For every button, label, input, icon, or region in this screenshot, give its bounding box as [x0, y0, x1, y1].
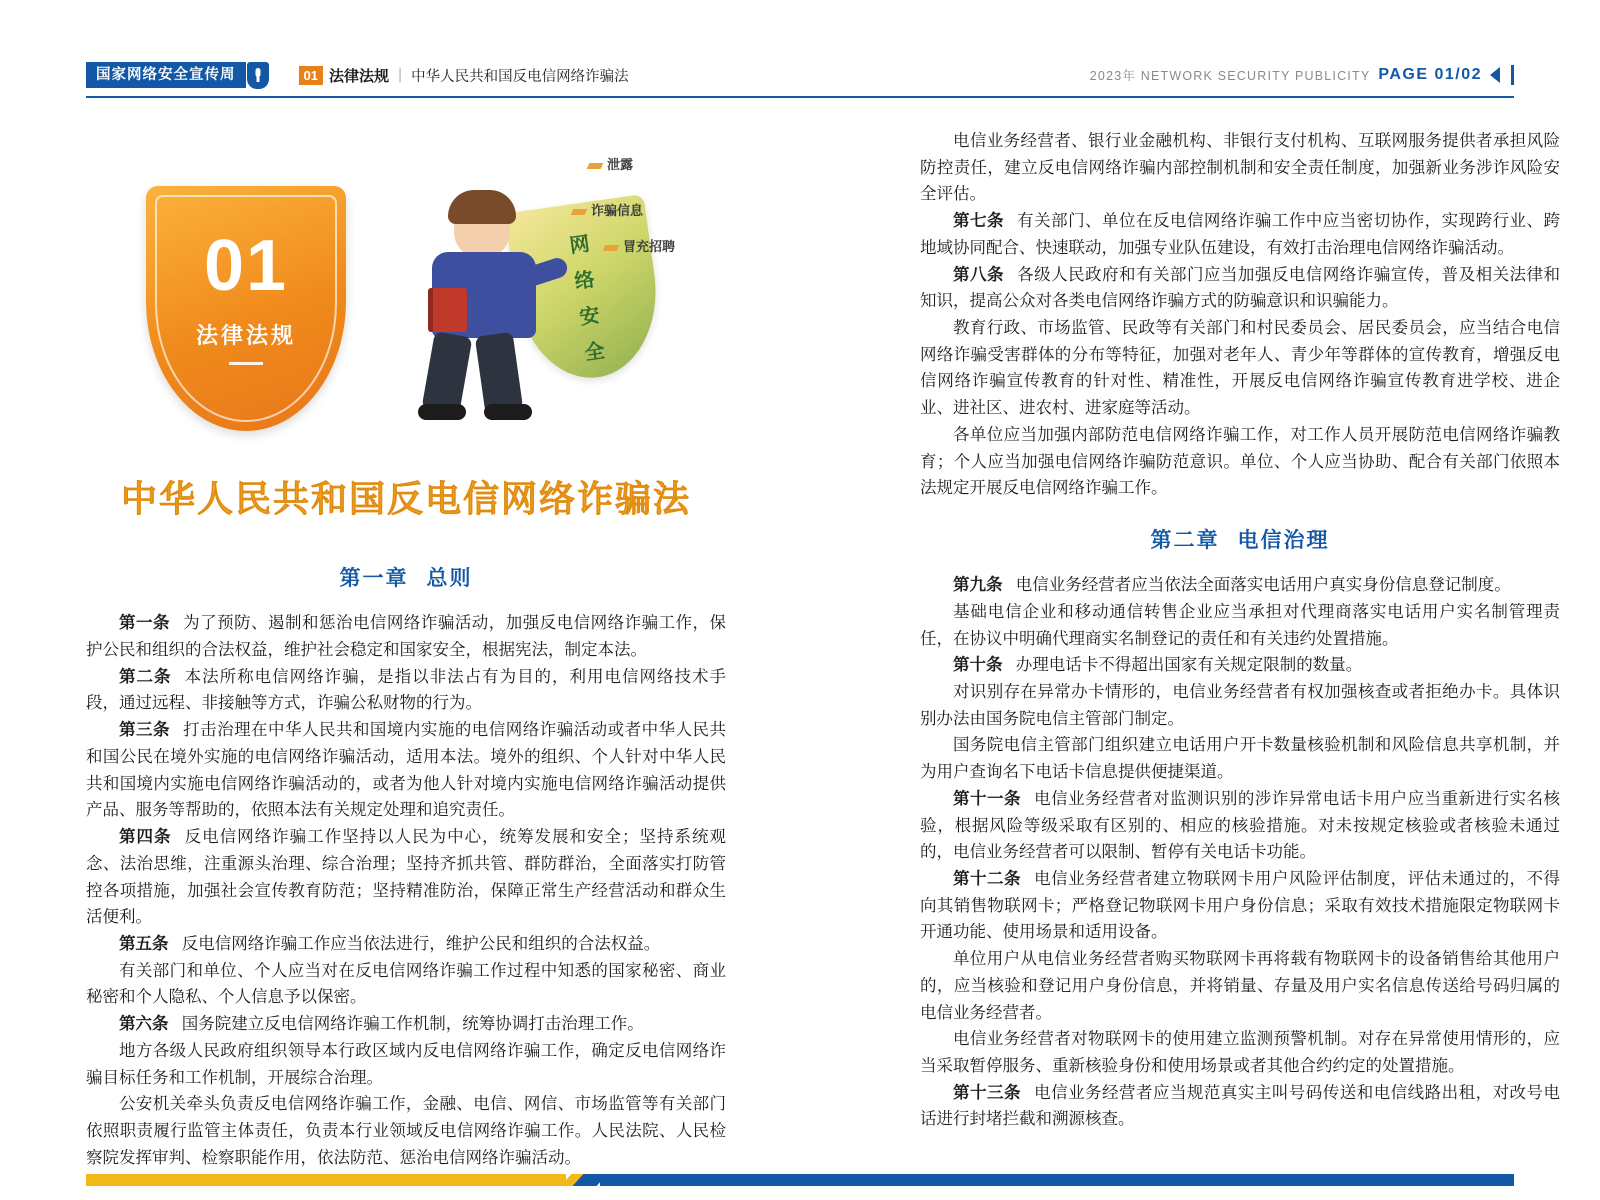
article-text: 国务院电信主管部门组织建立电话用户开卡数量核验机制和风险信息共享机制，并为用户查询名下电话卡信息提供便捷渠道。	[920, 736, 1560, 782]
article-paragraph	[86, 610, 726, 663]
article-text: 本法所称电信网络诈骗，是指以非法占有为目的，利用电信网络技术手段，通过远程、非接触等方式，诈骗公私财物的行为。	[86, 667, 727, 713]
page-header	[86, 58, 1514, 92]
article-paragraph	[920, 128, 1560, 208]
header-right-group	[1090, 65, 1514, 85]
article-label: 第五条	[119, 934, 169, 953]
article-label: 第十二条	[953, 869, 1021, 888]
article-label: 第二条	[119, 667, 172, 686]
article-paragraph	[86, 717, 726, 824]
article-text: 为了预防、遏制和惩治电信网络诈骗活动，加强反电信网络诈骗工作，保护公民和组织的合法权益，维护社会稳定和国家安全，根据宪法，制定本法。	[86, 614, 727, 660]
article-paragraph	[86, 1038, 726, 1091]
article-text: 国务院建立反电信网络诈骗工作机制，统筹协调打击治理工作。	[181, 1015, 644, 1034]
header-separator: |	[397, 66, 403, 83]
person-shoe-left	[418, 404, 466, 420]
brand-badge: 国家网络安全宣传周	[86, 62, 246, 89]
article-text: 单位用户从电信业务经营者购买物联网卡再将载有物联网卡的设备销售给其他用户的，应当核验和登记用户身份信息，并将销量、存量及用户实名信息传送给号码归属的电信业务经营者。	[920, 950, 1560, 1022]
article-text: 有关部门和单位、个人应当对在反电信网络诈骗工作过程中知悉的国家秘密、商业秘密和个人隐私、个人信息予以保密。	[86, 961, 726, 1007]
article-text: 电信业务经营者对监测识别的涉诈异常电话卡用户应当重新进行实名核验，根据风险等级采取有区别的、相应的核验措施。对未按规定核验或者核验未通过的，电信业务经营者可以限制、暂停有关电话卡功能。	[920, 789, 1561, 862]
article-text: 各级人民政府和有关部门应当加强反电信网络诈骗宣传，普及相关法律和知识，提高公众对各类电信网络诈骗方式的防骗意识和识骗能力。	[920, 265, 1561, 311]
article-label: 第七条	[953, 212, 1004, 231]
header-document-title: 中华人民共和国反电信网络诈骗法	[411, 68, 629, 85]
threat-tag-fraud-message: 诈骗信息	[572, 200, 643, 221]
shield-char-2: 络	[573, 268, 597, 294]
article-paragraph	[920, 679, 1560, 732]
chapter-two-number: 第二章	[1150, 529, 1220, 553]
hero-badge-number: 01	[203, 226, 289, 306]
article-paragraph	[920, 652, 1560, 679]
header-end-bar	[1511, 65, 1514, 85]
chapter-shield-badge	[146, 186, 346, 431]
article-label: 第三条	[119, 721, 170, 740]
chapter-two-heading	[920, 524, 1560, 558]
chapter-one-name: 总则	[426, 567, 473, 591]
right-column	[920, 128, 1560, 1133]
left-column	[86, 128, 726, 1171]
article-paragraph	[920, 1080, 1560, 1133]
article-label: 第四条	[119, 828, 172, 847]
article-text: 反电信网络诈骗工作坚持以人民为中心，统筹发展和安全；坚持系统观念、法治思维，注重源头治理、综合治理；坚持齐抓共管、群防群治，全面落实打防管控各项措施，加强社会宣传教育防范；坚持精准防治，保障正常生产经营活动和群众生活便利。	[86, 828, 727, 927]
article-text: 电信业务经营者对物联网卡的使用建立监测预警机制。对存在异常使用情形的，应当采取暂停服务、重新核验身份和使用场景或者其他合约约定的处置措施。	[920, 1030, 1560, 1076]
article-paragraph	[920, 732, 1560, 785]
article-text: 办理电话卡不得超出国家有关规定限制的数量。	[1015, 656, 1363, 675]
article-text: 电信业务经营者建立物联网卡用户风险评估制度，评估未通过的，不得向其销售物联网卡；严格登记物联网卡用户身份信息；采取有效技术措施限定物联网卡开通功能、使用场景和适用设备。	[920, 869, 1561, 942]
security-illustration	[366, 148, 716, 448]
person-shoe-right	[484, 404, 532, 420]
person-legs	[422, 334, 542, 414]
article-text: 有关部门、单位在反电信网络诈骗工作中应当密切协作，实现跨行业、跨地域协同配合、快速联动，加强专业队伍建设，有效打击治理电信网络诈骗活动。	[920, 212, 1561, 257]
triangle-left-icon	[1490, 67, 1500, 83]
article-paragraph	[86, 1011, 726, 1038]
article-paragraph	[920, 866, 1560, 946]
article-label: 第十三条	[953, 1083, 1021, 1102]
article-label: 第六条	[119, 1015, 169, 1034]
article-text: 反电信网络诈骗工作应当依法进行，维护公民和组织的合法权益。	[181, 934, 661, 953]
header-english-line: 2023年 NETWORK SECURITY PUBLICITY	[1089, 69, 1371, 83]
hero-badge-label: 法律法规	[195, 323, 296, 348]
article-paragraph	[86, 664, 726, 717]
article-paragraph	[920, 786, 1560, 866]
article-text: 各单位应当加强内部防范电信网络诈骗工作，对工作人员开展防范电信网络诈骗教育；个人应当加强电信网络诈骗防范意识。单位、个人应当协助、配合有关部门依照本法规定开展反电信网络诈骗工作。	[920, 425, 1560, 498]
article-paragraph	[920, 946, 1560, 1026]
article-paragraph	[920, 262, 1560, 315]
header-divider	[86, 96, 1514, 98]
chapter-one-heading	[86, 562, 726, 596]
article-paragraph	[920, 315, 1560, 422]
article-label: 第十条	[953, 656, 1003, 675]
article-text: 打击治理在中华人民共和国境内实施的电信网络诈骗活动或者中华人民共和国公民在境外实施的电信网络诈骗活动，适用本法。境外的组织、个人针对中华人民共和国境内实施电信网络诈骗活动的，或者为他人针对境内实施电信网络诈骗活动提供产品、服务等帮助的，依照本法有关规定处理和追究责任。	[86, 721, 727, 820]
threat-tag-fake-recruitment: 冒充招聘	[604, 236, 675, 257]
page-footer	[0, 1156, 1600, 1200]
hero-badge-dash	[229, 362, 263, 365]
article-text: 电信业务经营者应当依法全面落实电话用户真实身份信息登记制度。	[1015, 576, 1511, 595]
person-hair	[448, 190, 516, 224]
footer-yellow-bar	[86, 1174, 566, 1186]
person-leg-left	[422, 331, 473, 414]
article-text: 对识别存在异常办卡情形的，电信业务经营者有权加强核查或者拒绝办卡。具体识别办法由国务院电信主管部门制定。	[920, 682, 1560, 728]
threat-tag-leak: 泄露	[588, 154, 633, 175]
page-number: PAGE 01/02	[1378, 66, 1482, 83]
shield-char-3: 安	[578, 304, 602, 330]
article-text: 基础电信企业和移动通信转售企业应当承担对代理商落实电话用户实名制管理责任，在协议中明确代理商实名制登记的责任和有关违约处置措施。	[920, 602, 1560, 648]
article-text: 公安机关牵头负责反电信网络诈骗工作，金融、电信、网信、市场监管等有关部门依照职责履行监管主体责任，负责本行业领域反电信网络诈骗工作。人民法院、人民检察院发挥审判、检察职能作用，依法防范、惩治电信网络诈骗活动。	[86, 1095, 726, 1167]
article-label: 第八条	[953, 265, 1004, 284]
article-paragraph	[86, 958, 726, 1011]
person-figure-icon	[406, 184, 556, 434]
article-paragraph	[86, 824, 726, 931]
header-chapter-number: 01	[299, 66, 323, 85]
article-paragraph	[920, 208, 1560, 261]
article-paragraph	[920, 422, 1560, 502]
article-paragraph	[920, 572, 1560, 599]
article-text: 电信业务经营者应当规范真实主叫号码传送和电信线路出租，对改号电话进行封堵拦截和溯源核查。	[920, 1083, 1561, 1129]
chapter-two-name: 电信治理	[1237, 529, 1330, 553]
page-title: 中华人民共和国反电信网络诈骗法	[120, 478, 691, 519]
article-text: 教育行政、市场监管、民政等有关部门和村民委员会、居民委员会，应当结合电信网络诈骗受害群体的分布等特征，加强对老年人、青少年等群体的宣传教育，增强反电信网络诈骗宣传教育的针对性、精准性，开展反电信网络诈骗宣传教育进学校、进企业、进社区、进农村、进家庭等活动。	[920, 319, 1560, 418]
footer-blue-bar	[600, 1174, 1514, 1186]
chapter-one-number: 第一章	[339, 567, 409, 591]
header-chapter-label: 法律法规	[328, 67, 389, 85]
article-paragraph	[86, 931, 726, 958]
article-paragraph	[920, 599, 1560, 652]
article-text: 电信业务经营者、银行业金融机构、非银行支付机构、互联网服务提供者承担风险防控责任，建立反电信网络诈骗内部控制机制和安全责任制度，加强新业务涉诈风险安全评估。	[920, 132, 1560, 204]
person-leg-right	[475, 332, 523, 415]
law-book-icon	[428, 288, 467, 332]
article-paragraph	[920, 1026, 1560, 1079]
article-text: 地方各级人民政府组织领导本行政区域内反电信网络诈骗工作，确定反电信网络诈骗目标任务和工作机制，开展综合治理。	[86, 1041, 726, 1087]
article-label: 第一条	[119, 614, 170, 633]
shield-char-1: 网	[568, 233, 592, 258]
article-label: 第九条	[953, 576, 1003, 595]
shield-char-4: 全	[583, 340, 607, 365]
article-label: 第十一条	[953, 789, 1021, 808]
hero-illustration	[86, 128, 726, 458]
shield-lock-icon	[247, 62, 269, 89]
